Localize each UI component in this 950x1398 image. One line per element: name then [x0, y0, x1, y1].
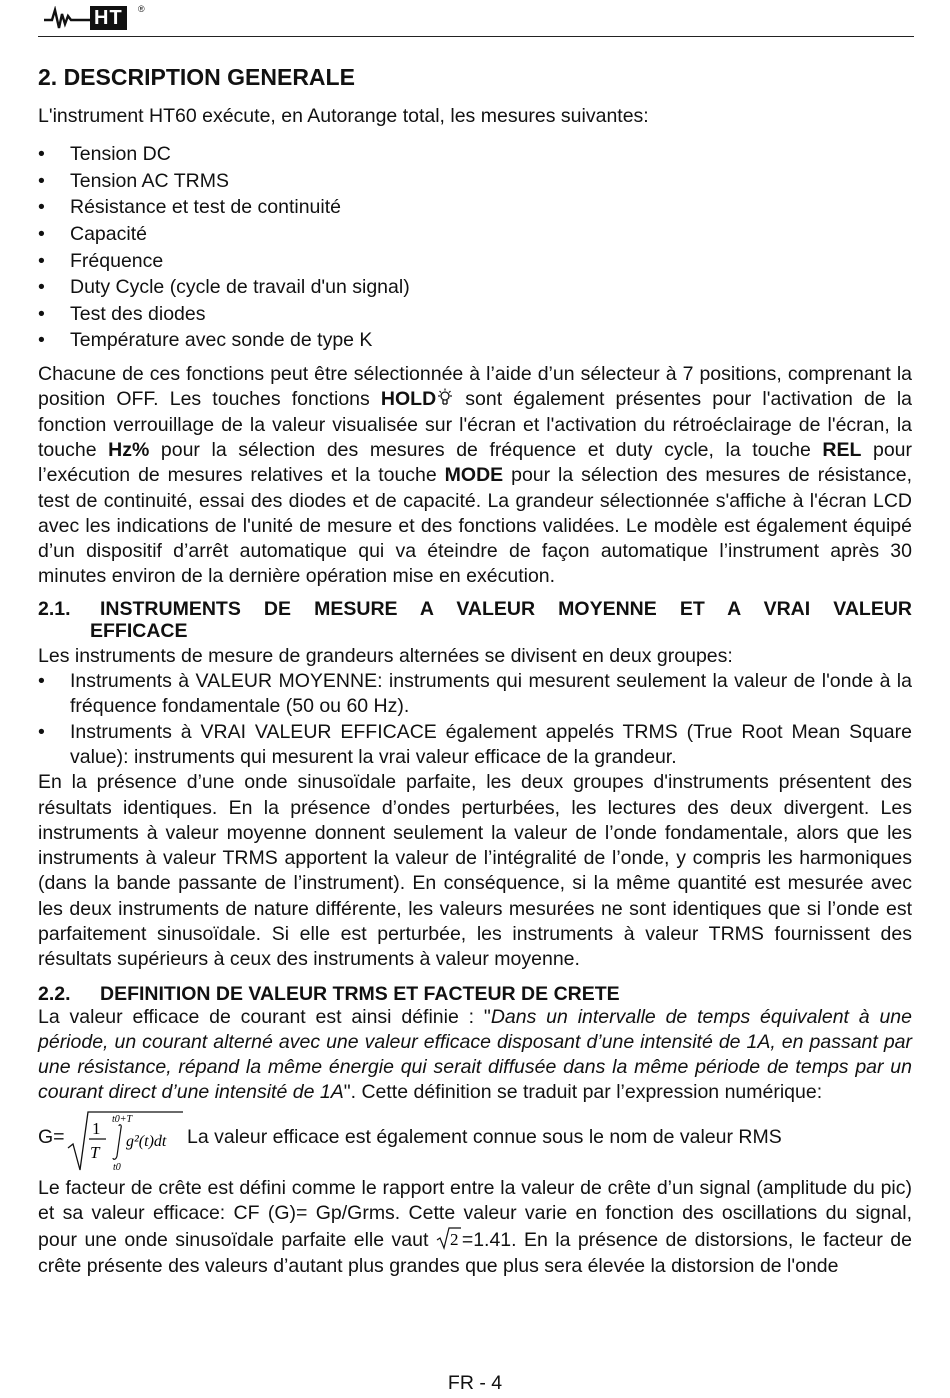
text-run: Le facteur de crête est défini comme le rapport entre la valeur de crête d’un signal (amplitude du pic) et sa valeur efficace: CF (G)= Gp/Grms. Cette valeur varie en fonction des oscillations du signal, pour une onde sinusoïdale parfaite elle vaut — [38, 1176, 912, 1252]
definition-italic: Dans un intervalle de temps équivalent à une période, un courant alterné avec une valeur efficace disposant d’une intensité de 1A, en passant par une résistance, répand la même énergie qui serait diffusée dans la même période de temps par un courant direct d’une intensité de 1A — [38, 1005, 913, 1104]
list-item: • Instruments à VALEUR MOYENNE: instruments qui mesurent seulement la valeur de l'onde à la fréquence fondamentale (50 ou 60 Hz). — [38, 669, 912, 720]
formula-numerator: 1 — [92, 1118, 101, 1138]
subsection-2-2 — [38, 983, 912, 1279]
text-run: pour la sélection des mesures de fréquence et duty cycle, la touche — [149, 438, 823, 461]
formula-integrand: g²(t)dt — [126, 1132, 167, 1150]
subsection-title — [38, 598, 912, 620]
text-run: =1.41. En la présence de distorsions, le facteur de crête présente des valeurs d’autant plus grandes que plus sera élevée la distorsion de l'onde — [38, 1229, 912, 1277]
ht-logo — [42, 6, 152, 30]
text-run: Chacune de ces fonctions peut être sélectionnée à l’aide d’un sélecteur à 7 positions, comprenant la position OFF. Les touches fonctions — [38, 363, 912, 411]
backlight-bulb-icon — [436, 388, 454, 408]
crest-factor-paragraph — [38, 1176, 912, 1279]
list-item: • Capacité — [38, 221, 912, 248]
formula-lhs: G= — [38, 1125, 65, 1148]
square-root-symbol — [436, 1226, 462, 1250]
instrument-types-list — [38, 669, 912, 770]
rms-integral-formula — [66, 1108, 184, 1172]
text-run: pour la sélection des mesures de résistance, test de continuité, essai des diodes et de capacité. La grandeur sélectionnée s'affiche à l'écran LCD avec les indications de l'unité de mesure et des fonctions validées. Le modèle est également équipé d’un dispositif d’arrêt automatique qui va éteindre de façon automatique l’instrument après 30 minutes environ de la dernière opération mise en exécution. — [38, 464, 912, 588]
logo-brand-text: HT — [90, 6, 127, 30]
list-item: • Tension AC TRMS — [38, 168, 912, 195]
waveform-logo-icon — [42, 6, 92, 30]
list-item: • Température avec sonde de type K — [38, 327, 912, 354]
section-title: 2. DESCRIPTION GENERALE — [38, 64, 355, 90]
formula-upper-bound: t0+T — [112, 1113, 133, 1125]
rel-key-label: REL — [822, 438, 862, 461]
mode-key-label: MODE — [444, 464, 504, 487]
subsection-2-1 — [38, 598, 912, 973]
list-item: • Test des diodes — [38, 301, 912, 328]
subsection-title-line2: EFFICACE — [90, 619, 188, 642]
subsection-body: En la présence d’une onde sinusoïdale parfaite, les deux groupes d'instruments présentent des résultats identiques. En la présence d’ondes perturbées, les lectures des deux divergent. Les instruments à valeur moyenne donnent seulement la valeur de l’onde fondamentale, alors que les instruments à valeur TRMS apportent la valeur de l’intégralité de l’onde, y compris les harmoniques (dans la bande passante de l’instrument). En conséquence, si la même quantité est mesurée avec les deux instruments de nature différente, les valeurs mesurées ne sont identiques que si l’onde est parfaitement sinusoïdale. Si elle est perturbée, les instruments à valeur TRMS fournissent des résultats supérieurs à ceux des instruments à valeur moyenne. — [38, 771, 912, 971]
page-header — [38, 4, 914, 37]
hold-key-label: HOLD — [380, 388, 437, 411]
page-number: FR - 4 — [447, 1372, 503, 1394]
hz-key-label: Hz% — [108, 438, 150, 461]
formula-lower-bound: t0 — [113, 1161, 121, 1172]
list-item: • Duty Cycle (cycle de travail d'un signal) — [38, 274, 912, 301]
text-run: La valeur efficace de courant est ainsi définie : " — [38, 1005, 491, 1028]
functions-paragraph — [38, 362, 912, 590]
definition-paragraph — [38, 1005, 912, 1106]
page-content — [38, 62, 912, 1279]
subsection-intro: Les instruments de mesure de grandeurs alternées se divisent en deux groupes: — [38, 644, 733, 667]
rms-formula — [38, 1108, 912, 1172]
formula-description: La valeur efficace est également connue sous le nom de valeur RMS — [187, 1125, 782, 1148]
text-run: sont également présentes pour l'activation de la fonction verrouillage de la valeur visualisée sur l'écran et l'activation du rétroéclairage de l'écran, la touche — [38, 388, 912, 461]
subsection-number: 2.1. — [38, 597, 71, 620]
formula-denominator: T — [90, 1142, 100, 1162]
text-run: ". Cette définition se traduit par l’expression numérique: — [343, 1081, 823, 1104]
list-item: • Fréquence — [38, 248, 912, 275]
list-item: • Instruments à VRAI VALEUR EFFICACE également appelés TRMS (True Root Mean Square value): instruments qui mesurent la vrai valeur efficace de la grandeur. — [38, 720, 912, 771]
list-item: • Résistance et test de continuité — [38, 194, 912, 221]
subsection-title-text: DEFINITION DE VALEUR TRMS ET FACTEUR DE CRETE — [100, 982, 620, 1005]
subsection-number: 2.2. — [38, 982, 71, 1005]
list-item: • Tension DC — [38, 141, 912, 168]
registered-mark: ® — [138, 4, 145, 14]
section-intro: L'instrument HT60 exécute, en Autorange total, les mesures suivantes: — [38, 105, 649, 127]
subsection-title-line1: INSTRUMENTS DE MESURE A VALEUR MOYENNE ET A VRAI VALEUR — [100, 597, 912, 620]
sqrt-radicand: 2 — [449, 1230, 459, 1250]
measures-list — [38, 141, 912, 354]
text-run: pour l’exécution de mesures relatives et la touche — [38, 438, 913, 487]
subsection-title — [38, 983, 912, 1005]
